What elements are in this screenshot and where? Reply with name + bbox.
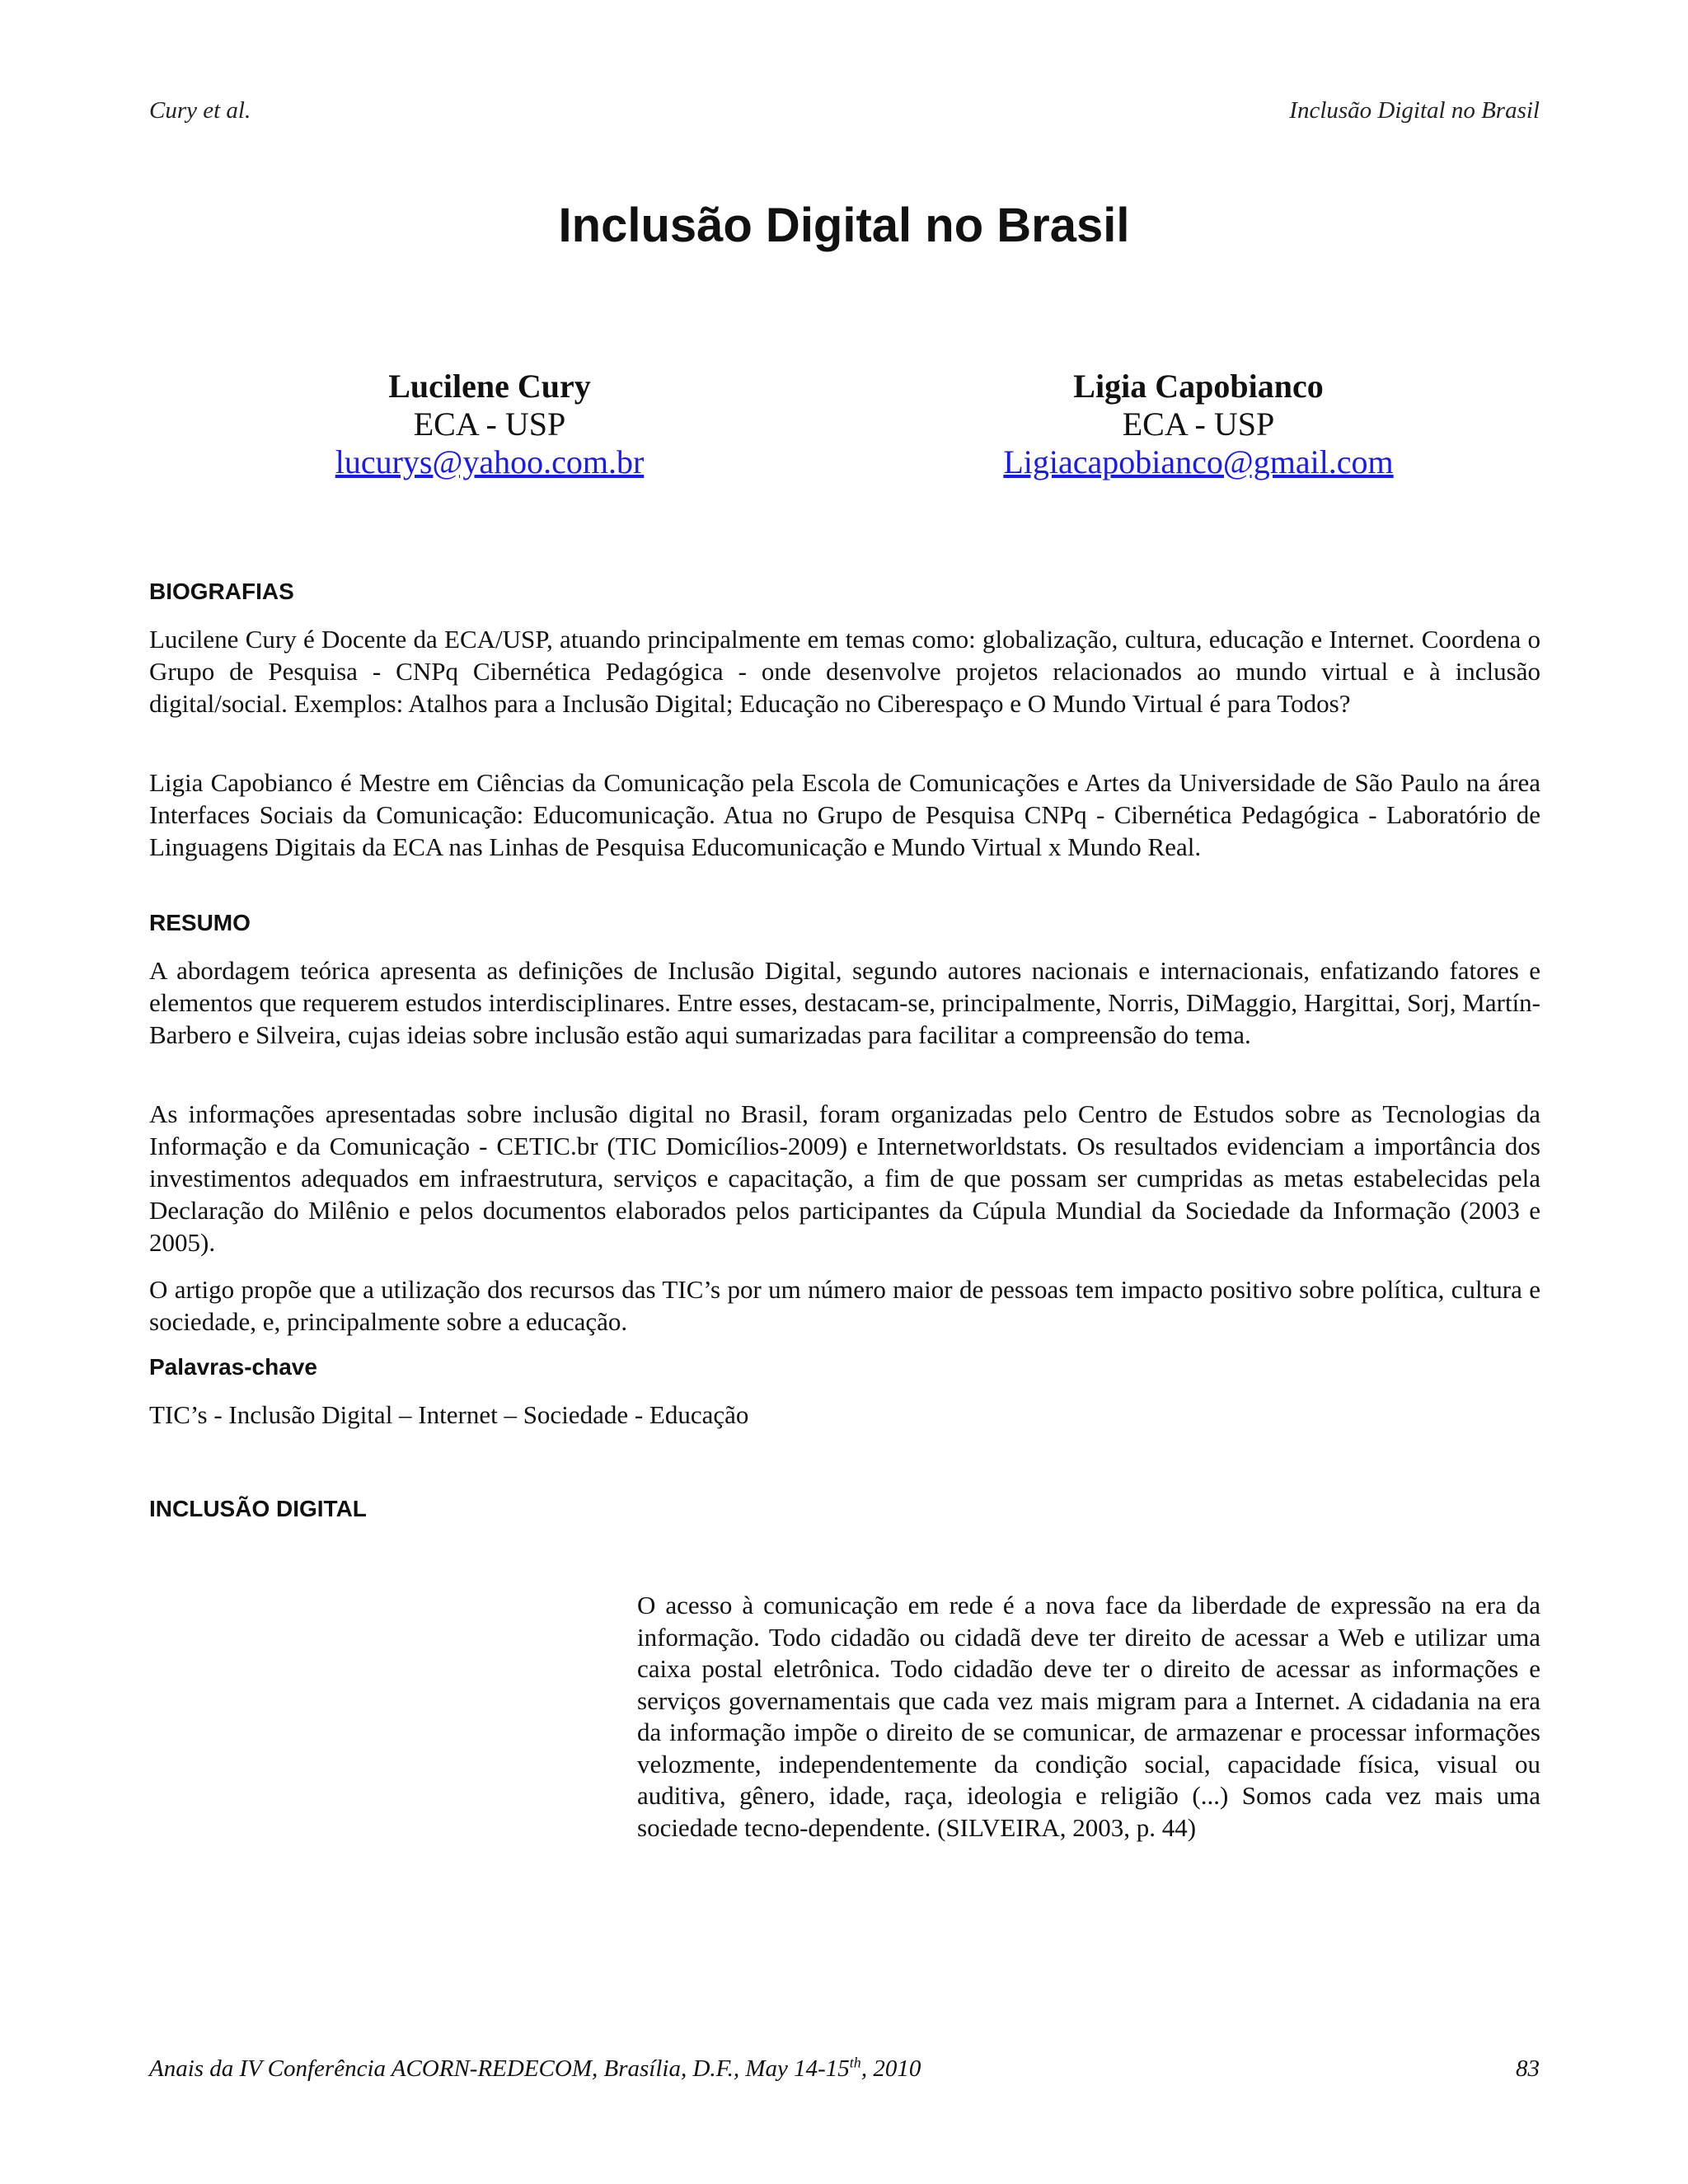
- running-header-title: Inclusão Digital no Brasil: [1289, 97, 1540, 124]
- section-heading-resumo: RESUMO: [149, 910, 251, 935]
- resumo-paragraph-2: As informações apresentadas sobre inclusão digital no Brasil, foram organizadas pelo Centro de Estudos sobre as Tecnologias da Informação e da Comunicação - CETIC.br (TIC Domicílios-2009) e Internetworldstats. Os resultados evidenciam a importância dos investimentos adequados em infraestrutura, serviços e capacitação, a fim de que possam ser cumpridas as metas estabelecidas pela Declaração do Milênio e pelos documentos elaborados pelos participantes da Cúpula Mundial da Sociedade da Informação (2003 e 2005).: [149, 1099, 1540, 1257]
- author-email-link[interactable]: Ligiacapobianco@gmail.com: [1003, 443, 1394, 480]
- author-block-2: [910, 368, 1487, 481]
- resumo-paragraph-3: O artigo propõe que a utilização dos recursos das TIC’s por um número maior de pessoas tem impacto positivo sobre política, cultura e sociedade, e, principalmente sobre a educação.: [149, 1275, 1540, 1336]
- footer-proceedings-text: Anais da IV Conferência ACORN-REDECOM, Brasília, D.F., May 14-15: [149, 2055, 850, 2082]
- resumo-paragraph-1: A abordagem teórica apresenta as definições de Inclusão Digital, segundo autores nacionais e internacionais, enfatizando fatores e elementos que requerem estudos interdisciplinares. Entre esses, destacam-se, principalmente, Norris, DiMaggio, Hargittai, Sorj, Martín-Barbero e Silveira, cujas ideias sobre inclusão estão aqui sumarizadas para facilitar a compreensão do tema.: [149, 956, 1540, 1049]
- bio-paragraph-1: Lucilene Cury é Docente da ECA/USP, atuando principalmente em temas como: globalização, cultura, educação e Internet. Coordena o Grupo de Pesquisa - CNPq Cibernética Pedagógica - onde desenvolve projetos relacionados ao mundo virtual e à inclusão digital/social. Exemplos: Atalhos para a Inclusão Digital; Educação no Ciberespaço e O Mundo Virtual é para Todos?: [149, 625, 1540, 718]
- section-heading-biografias: BIOGRAFIAS: [149, 579, 294, 604]
- page-number: 83: [1516, 2055, 1540, 2082]
- author-name: Lucilene Cury: [388, 368, 591, 405]
- block-quote: O acesso à comunicação em rede é a nova face da liberdade de expressão na era da informação. Todo cidadão ou cidadã deve ter direito de acessar a Web e utilizar uma caixa postal eletrônica. Todo cidadão deve ter o direito de acessar as informações e serviços governamentais que cada vez mais migram para a Internet. A cidadania na era da informação impõe o direito de se comunicar, de armazenar e processar informações velozmente, independentemente da condição social, capacidade física, visual ou auditiva, gênero, idade, raça, ideologia e religião (...) Somos cada vez mais uma sociedade tecno-dependente. (SILVEIRA, 2003, p. 44): [637, 1591, 1540, 1842]
- author-affiliation: ECA - USP: [413, 405, 566, 443]
- author-block-1: [201, 368, 778, 481]
- keywords-text: TIC’s - Inclusão Digital – Internet – Sociedade - Educação: [149, 1400, 749, 1429]
- bio-paragraph-2: Ligia Capobianco é Mestre em Ciências da Comunicação pela Escola de Comunicações e Artes da Universidade de São Paulo na área Interfaces Sociais da Comunicação: Educomunicação. Atua no Grupo de Pesquisa CNPq - Cibernética Pedagógica - Laboratório de Linguagens Digitais da ECA nas Linhas de Pesquisa Educomunicação e Mundo Virtual x Mundo Real.: [149, 768, 1540, 861]
- section-heading-keywords: Palavras-chave: [149, 1354, 317, 1380]
- footer-superscript: th: [849, 2054, 861, 2071]
- author-email-link[interactable]: lucurys@yahoo.com.br: [335, 443, 645, 480]
- paper-title: Inclusão Digital no Brasil: [558, 199, 1130, 252]
- section-heading-inclusao-digital: INCLUSÃO DIGITAL: [149, 1496, 367, 1521]
- author-affiliation: ECA - USP: [1122, 405, 1275, 443]
- footer-year: , 2010: [860, 2055, 921, 2082]
- footer-proceedings: [149, 2055, 921, 2083]
- running-header-authors: Cury et al.: [149, 97, 251, 124]
- author-name: Ligia Capobianco: [1073, 368, 1324, 405]
